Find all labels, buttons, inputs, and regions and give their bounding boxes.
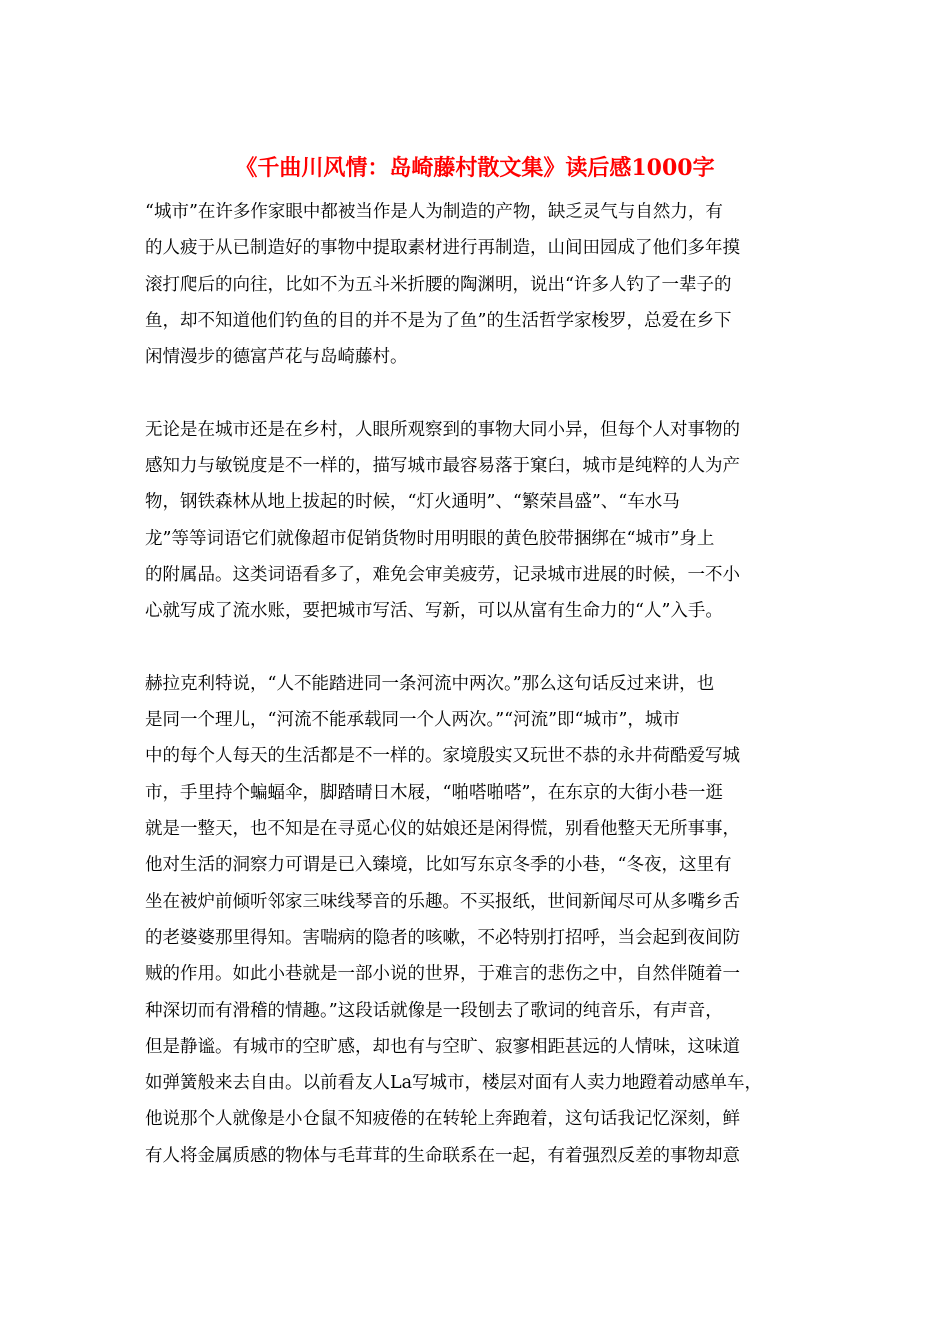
document-body <box>145 194 813 1174</box>
text-line: 但是静谧。有城市的空旷感，却也有与空旷、寂寥相距甚远的人情味，这味道 <box>145 1036 740 1057</box>
text-line: 坐在被炉前倾听邻家三味线琴音的乐趣。不买报纸，世间新闻尽可从多嘴乡舌 <box>145 891 740 912</box>
text-line: 是同一个理儿，“河流不能承载同一个人两次。”“河流”即“城市”，城市 <box>145 710 680 731</box>
text-line: 赫拉克利特说，“人不能踏进同一条河流中两次。”那么这句话反过来讲，也 <box>145 673 715 694</box>
text-line: 他说那个人就像是小仓鼠不知疲倦的在转轮上奔跑着，这句话我记忆深刻，鲜 <box>145 1109 740 1130</box>
text-line: 市，手里持个蝙蝠伞，脚踏晴日木屐，“啪嗒啪嗒”，在东京的大街小巷一逛 <box>145 782 723 803</box>
text-line: 的人疲于从已制造好的事物中提取素材进行再制造，山间田园成了他们多年摸 <box>145 238 740 259</box>
text-line: 的附属品。这类词语看多了，难免会审美疲劳，记录城市进展的时候，一不小 <box>145 564 740 585</box>
text-line: 无论是在城市还是在乡村，人眼所观察到的事物大同小异，但每个人对事物的 <box>145 419 740 440</box>
paragraph-gap <box>145 375 813 411</box>
paragraph-3 <box>145 666 813 1174</box>
text-line: 就是一整天，也不知是在寻觅心仪的姑娘还是闲得慌，别看他整天无所事事， <box>145 819 740 840</box>
text-line: 感知力与敏锐度是不一样的，描写城市最容易落于窠臼，城市是纯粹的人为产 <box>145 456 740 477</box>
text-line: 滚打爬后的向往，比如不为五斗米折腰的陶渊明，说出“许多人钓了一辈子的 <box>145 274 732 295</box>
paragraph-gap <box>145 630 813 666</box>
text-line: 如弹簧般来去自由。以前看友人La写城市，楼层对面有人卖力地蹬着动感单车， <box>145 1073 763 1094</box>
paragraph-1 <box>145 194 813 375</box>
text-line: 心就写成了流水账，要把城市写活、写新，可以从富有生命力的“人”入手。 <box>145 601 723 622</box>
text-line: 龙”等等词语它们就像超市促销货物时用明眼的黄色胶带捆绑在“城市”身上 <box>145 528 715 549</box>
text-line: 物，钢铁森林从地上拔起的时候，“灯火通明”、“繁荣昌盛”、“车水马 <box>145 492 680 513</box>
text-line: “城市”在许多作家眼中都被当作是人为制造的产物，缺乏灵气与自然力，有 <box>145 202 723 222</box>
text-line: 有人将金属质感的物体与毛茸茸的生命联系在一起，有着强烈反差的事物却意 <box>145 1145 740 1166</box>
document-title: 《千曲川风情：岛崎藤村散文集》读后感1000字 <box>235 155 715 181</box>
text-line: 贼的作用。如此小巷就是一部小说的世界，于难言的悲伤之中，自然伴随着一 <box>145 964 740 985</box>
text-line: 的老婆婆那里得知。害喘病的隐者的咳嗽，不必特别打招呼，当会起到夜间防 <box>145 927 740 948</box>
text-line: 种深切而有滑稽的情趣。”这段话就像是一段刨去了歌词的纯音乐，有声音， <box>145 1000 723 1021</box>
text-line: 闲情漫步的德富芦花与岛崎藤村。 <box>145 347 408 368</box>
text-line: 他对生活的洞察力可谓是已入臻境，比如写东京冬季的小巷，“冬夜，这里有 <box>145 855 732 876</box>
text-line: 中的每个人每天的生活都是不一样的。家境殷实又玩世不恭的永井荷酷爱写城 <box>145 746 740 767</box>
paragraph-2 <box>145 412 813 630</box>
text-line: 鱼，却不知道他们钓鱼的目的并不是为了鱼”的生活哲学家梭罗，总爱在乡下 <box>145 310 732 331</box>
